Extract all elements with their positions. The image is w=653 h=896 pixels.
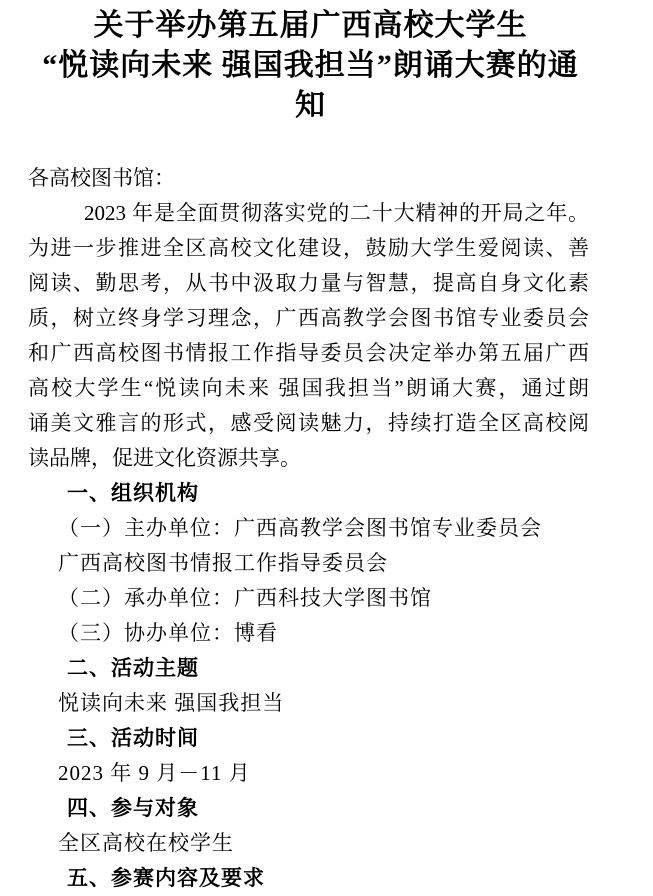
section-heading-time: 三、活动时间 <box>67 726 199 750</box>
paragraph-line: 和广西高校图书情报工作指导委员会决定举办第五届广西 <box>28 341 589 365</box>
paragraph-line: 阅读、勤思考，从书中汲取力量与智慧，提高自身文化素 <box>28 271 589 295</box>
paragraph-line: 读品牌，促进文化资源共享。 <box>28 446 301 470</box>
paragraph-line: 为进一步推进全区高校文化建设，鼓励大学生爱阅读、善 <box>28 236 589 260</box>
section-item-co-organizer-unit: （三）协办单位：博看 <box>58 621 278 645</box>
section-heading-theme: 二、活动主题 <box>67 656 199 680</box>
section-item-time: 2023 年 9 月－11 月 <box>58 761 251 785</box>
section-heading-participants: 四、参与对象 <box>67 796 199 820</box>
greeting-line: 各高校图书馆： <box>28 166 175 190</box>
section-item-participants: 全区高校在校学生 <box>58 831 234 855</box>
section-heading-requirements: 五、参赛内容及要求 <box>67 866 265 890</box>
section-item-host-unit: （一）主办单位：广西高教学会图书馆专业委员会 <box>58 516 542 540</box>
document-title <box>0 0 653 126</box>
title-line-1: 关于举办第五届广西高校大学生 <box>93 9 528 42</box>
section-item-theme: 悦读向未来 强国我担当 <box>58 691 285 715</box>
title-line-2: “悦读向未来 强国我担当”朗诵大赛的通知 <box>42 49 579 122</box>
document-body <box>0 161 653 896</box>
paragraph-line: 2023 年是全面贯彻落实党的二十大精神的开局之年。 <box>84 201 589 225</box>
paragraph-line: 高校大学生“悦读向未来 强国我担当”朗诵大赛，通过朗 <box>28 376 589 400</box>
paragraph-line: 质，树立终身学习理念，广西高教学会图书馆专业委员会 <box>28 306 589 330</box>
section-item-host-unit-cont: 广西高校图书情报工作指导委员会 <box>58 551 388 575</box>
section-item-organizer-unit: （二）承办单位：广西科技大学图书馆 <box>58 586 432 610</box>
paragraph-line: 诵美文雅言的形式，感受阅读魅力，持续打造全区高校阅 <box>28 411 589 435</box>
section-heading-organization: 一、组织机构 <box>67 481 199 505</box>
